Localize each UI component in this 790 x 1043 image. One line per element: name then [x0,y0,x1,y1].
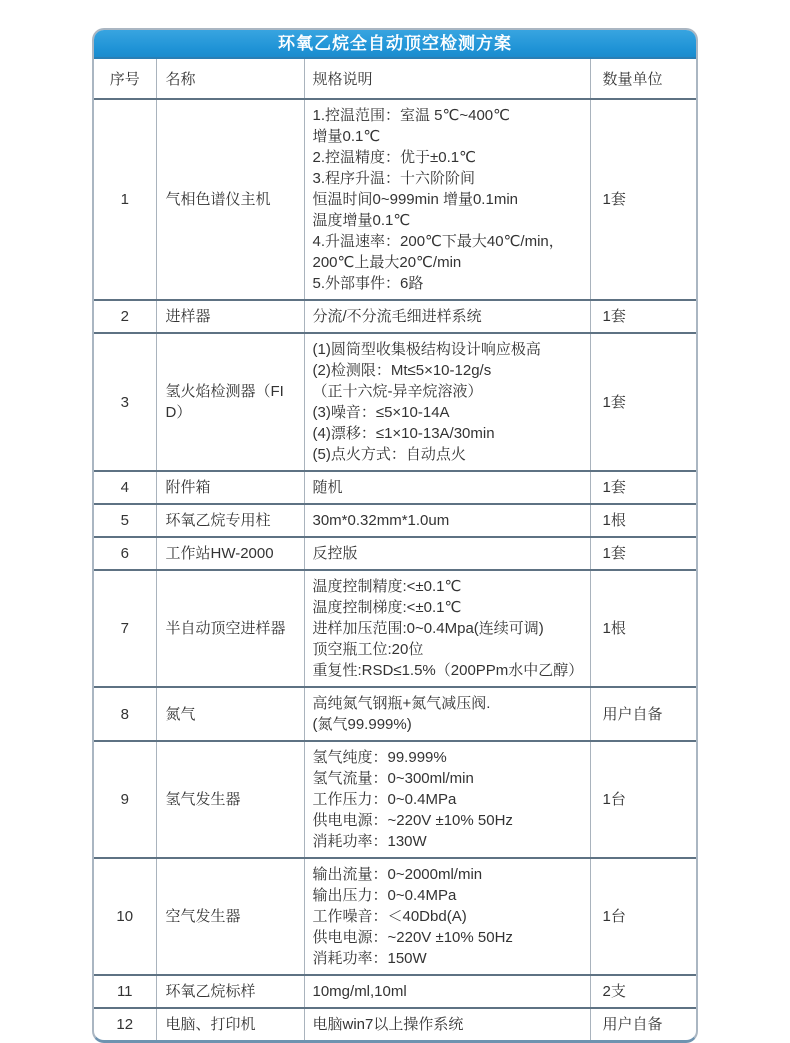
item-name-cell: 氮气 [156,687,304,741]
spec-line: 温度控制梯度:<±0.1℃ [312,599,462,616]
spec-line: 4.升温速率：200℃下最大40℃/min， [312,233,564,250]
spec-line: 温度增量0.1℃ [312,212,411,229]
table-row [94,537,696,570]
spec-line: 3.程序升温：十六阶阶间 [312,170,476,187]
spec-line: 恒温时间0~999min 增量0.1min [312,191,518,208]
item-name-cell: 气相色谱仪主机 [156,99,304,300]
row-number-cell: 7 [94,570,156,687]
item-spec-cell [304,858,590,975]
item-name-cell: 环氧乙烷专用柱 [156,504,304,537]
row-number-cell: 10 [94,858,156,975]
table-row [94,99,696,300]
row-number-cell: 6 [94,537,156,570]
spec-line: (4)漂移：≤1×10-13A/30min [312,425,495,442]
spec-line: 增量0.1℃ [312,128,381,145]
spec-line: 氢气流量：0~300ml/min [312,770,474,787]
spec-table-card [92,28,698,1043]
table-row [94,300,696,333]
item-quantity-cell: 用户自备 [590,687,696,741]
item-name-cell: 环氧乙烷标样 [156,975,304,1008]
spec-line: (3)噪音：≤5×10-14A [312,404,450,421]
spec-line: 30m*0.32mm*1.0um [312,512,450,529]
spec-line: 工作噪音：＜40Dbd(A) [312,908,467,925]
row-number-cell: 1 [94,99,156,300]
spec-line: 10mg/ml,10ml [312,983,407,1000]
row-number-cell: 3 [94,333,156,471]
item-quantity-cell: 1根 [590,504,696,537]
item-quantity-cell: 2支 [590,975,696,1008]
spec-table [94,59,696,1040]
item-spec-cell [304,975,590,1008]
item-spec-cell [304,333,590,471]
table-row [94,471,696,504]
spec-line: 工作压力：0~0.4MPa [312,791,457,808]
spec-line: 温度控制精度:<±0.1℃ [312,578,462,595]
table-row [94,687,696,741]
spec-line: (1)圆筒型收集极结构设计响应极高 [312,341,541,358]
header-cell-name: 名称 [156,59,304,99]
table-body [94,99,696,1040]
table-row [94,333,696,471]
spec-line: 1.控温范围：室温 5℃~400℃ [312,107,510,124]
item-spec-cell [304,99,590,300]
table-row [94,741,696,858]
spec-line: (2)检测限：Mt≤5×10-12g/s [312,362,492,379]
item-quantity-cell: 用户自备 [590,1008,696,1040]
table-row [94,858,696,975]
item-spec-cell [304,537,590,570]
spec-line: 供电电源：~220V ±10% 50Hz [312,812,513,829]
item-spec-cell [304,570,590,687]
spec-line: 电脑win7以上操作系统 [312,1016,464,1033]
item-name-cell: 电脑、打印机 [156,1008,304,1040]
spec-line: 重复性:RSD≤1.5%（200PPm水中乙醇） [312,662,584,679]
header-cell-qty: 数量单位 [590,59,696,99]
row-number-cell: 9 [94,741,156,858]
item-name-cell: 空气发生器 [156,858,304,975]
spec-line: (氮气99.999%) [312,716,412,733]
spec-line: 进样加压范围:0~0.4Mpa(连续可调) [312,620,544,637]
item-name-cell: 氢火焰检测器（FID） [156,333,304,471]
spec-line: 5.外部事件：6路 [312,275,424,292]
row-number-cell: 8 [94,687,156,741]
spec-line: 反控版 [312,545,358,562]
item-quantity-cell: 1套 [590,333,696,471]
item-quantity-cell: 1套 [590,99,696,300]
spec-line: 分流/不分流毛细进样系统 [312,308,482,325]
item-name-cell: 附件箱 [156,471,304,504]
row-number-cell: 2 [94,300,156,333]
spec-line: (5)点火方式：自动点火 [312,446,466,463]
item-quantity-cell: 1套 [590,537,696,570]
item-name-cell: 半自动顶空进样器 [156,570,304,687]
item-quantity-cell: 1根 [590,570,696,687]
row-number-cell: 11 [94,975,156,1008]
spec-line: 氢气纯度：99.999% [312,749,447,766]
table-row [94,504,696,537]
spec-line: 顶空瓶工位:20位 [312,641,424,658]
item-name-cell: 氢气发生器 [156,741,304,858]
spec-line: 随机 [312,479,343,496]
row-number-cell: 12 [94,1008,156,1040]
item-spec-cell [304,471,590,504]
header-cell-spec: 规格说明 [304,59,590,99]
row-number-cell: 4 [94,471,156,504]
row-number-cell: 5 [94,504,156,537]
spec-line: 200℃上最大20℃/min [312,254,462,271]
table-row [94,1008,696,1040]
spec-line: 消耗功率：130W [312,833,427,850]
spec-line: 消耗功率：150W [312,950,427,967]
table-header [94,59,696,99]
item-spec-cell [304,687,590,741]
item-quantity-cell: 1套 [590,471,696,504]
item-quantity-cell: 1套 [590,300,696,333]
spec-line: 输出压力：0~0.4MPa [312,887,457,904]
item-quantity-cell: 1台 [590,741,696,858]
table-row [94,975,696,1008]
header-row [94,59,696,99]
item-spec-cell [304,300,590,333]
spec-line: （正十六烷-异辛烷溶液） [312,383,483,400]
spec-line: 高纯氮气钢瓶+氮气减压阀. [312,695,491,712]
item-name-cell: 工作站HW-2000 [156,537,304,570]
page-title: 环氧乙烷全自动顶空检测方案 [94,30,696,59]
item-spec-cell [304,741,590,858]
item-name-cell: 进样器 [156,300,304,333]
spec-line: 2.控温精度：优于±0.1℃ [312,149,476,166]
item-spec-cell [304,504,590,537]
item-quantity-cell: 1台 [590,858,696,975]
table-row [94,570,696,687]
header-cell-no: 序号 [109,71,140,88]
spec-line: 输出流量：0~2000ml/min [312,866,483,883]
item-spec-cell [304,1008,590,1040]
spec-line: 供电电源：~220V ±10% 50Hz [312,929,513,946]
